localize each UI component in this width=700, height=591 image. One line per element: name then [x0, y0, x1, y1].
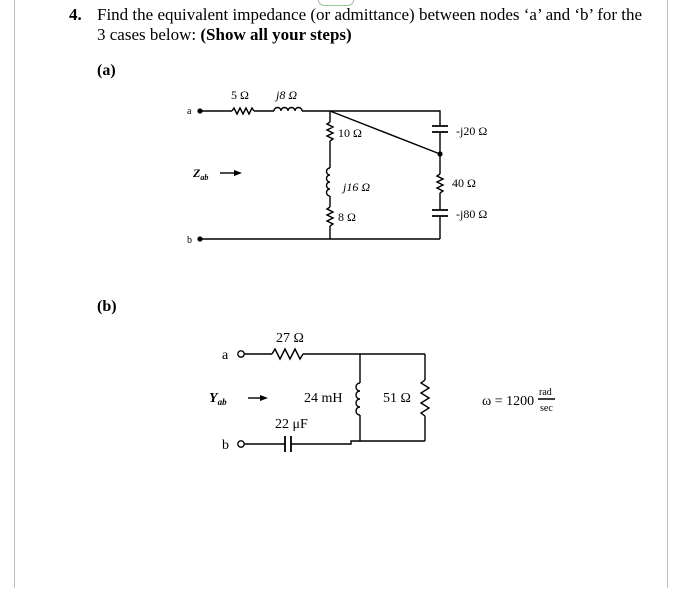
part-b-label: (b) [97, 298, 117, 315]
circuit-a-label-minus-j80: -j80 Ω [456, 207, 488, 221]
circuit-b-label-22uf: 22 μF [275, 417, 308, 432]
circuit-a-label-5ohm: 5 Ω [231, 88, 249, 102]
circuit-a-resistor-10 [327, 122, 333, 141]
circuit-b-inductor-24mh [356, 383, 360, 415]
circuit-b-resistor-51 [421, 380, 429, 416]
circuit-a-capacitor-j20 [432, 126, 448, 132]
circuit-b-node-b-terminal [238, 441, 244, 447]
question-text-line2-prefix: 3 cases below: [97, 25, 201, 44]
circuit-b-node-b-label: b [222, 438, 229, 453]
circuit-a-capacitor-j80 [432, 210, 448, 216]
circuit-b-omega-unit-den: sec [540, 403, 553, 414]
circuit-a-inductor-j8 [274, 108, 302, 112]
circuit-b [209, 331, 555, 453]
circuit-a-label-40ohm: 40 Ω [452, 176, 476, 190]
circuit-a-node-b-dot [197, 236, 202, 241]
circuit-a-zab-arrow-head [234, 170, 242, 176]
circuit-a-label-8ohm: 8 Ω [338, 210, 356, 224]
circuit-b-yab-arrow-head [260, 395, 268, 401]
question-instruction-bold: (Show all your steps) [200, 25, 352, 44]
circuit-a-label-j16: j16 Ω [343, 180, 371, 194]
circuit-b-omega-unit-num: rad [539, 387, 552, 398]
question-text-line1: Find the equivalent impedance (or admittance) between nodes ‘a’ and ‘b’ for the [97, 5, 643, 24]
circuit-a-inductor-j16 [327, 168, 330, 196]
circuit-b-yab-label: $Y_{ab}$ [209, 391, 227, 407]
circuit-b-node-a-terminal [238, 351, 244, 357]
circuit-b-node-a-label: a [222, 348, 229, 363]
question-number: 4. [69, 5, 82, 24]
circuit-a-node-b-label: b [187, 235, 192, 246]
circuit-a-label-minus-j20: -j20 Ω [456, 124, 488, 138]
circuit-b-label-24mh: 24 mH [304, 391, 343, 406]
circuit-b-resistor-27 [272, 349, 303, 359]
circuit-b-capacitor-22uf [285, 436, 291, 452]
circuit-b-label-51ohm: 51 Ω [383, 391, 411, 406]
circuit-b-omega-value: ω = 1200 [482, 394, 535, 409]
circuit-a-zab-label: $Z_{ab}$ [193, 166, 209, 182]
circuit-a-label-10ohm: 10 Ω [338, 126, 362, 140]
circuit-a-wire-top-right [330, 111, 440, 126]
circuit-b-wire-cap-to-rect [291, 441, 360, 444]
circuit-a-resistor-5 [232, 108, 254, 114]
circuit-a-resistor-40 [437, 174, 443, 193]
circuit-a-node-a-label: a [187, 106, 192, 117]
part-a-label: (a) [97, 62, 116, 79]
circuit-a [187, 88, 487, 246]
circuit-a-resistor-8 [327, 207, 333, 226]
circuit-b-label-27ohm: 27 Ω [276, 331, 304, 346]
circuit-a-label-j8: j8 Ω [276, 88, 298, 102]
